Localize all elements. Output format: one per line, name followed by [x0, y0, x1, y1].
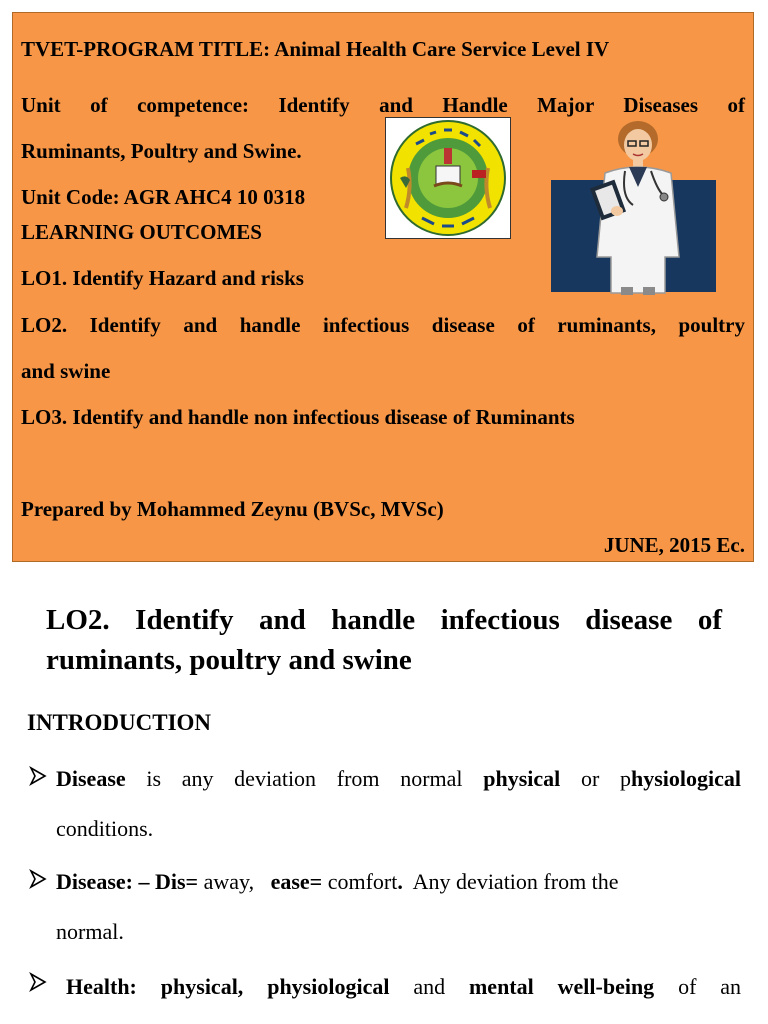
section-heading-line2: ruminants, poultry and swine: [46, 644, 412, 676]
doctor-clipart-icon: [573, 117, 703, 295]
section-heading: [46, 600, 722, 680]
arrow-bullet-icon: [28, 766, 48, 786]
arrow-bullet-icon: [28, 869, 48, 889]
bullet-1-line1: Disease is any deviation from normal physical or physiological: [56, 766, 742, 791]
lo3-text: LO3. Identify and handle non infectious disease of Ruminants: [21, 405, 575, 429]
bullet-3-line1: Health: physical, physiological and mental well-being of an: [66, 974, 742, 999]
unit-code: Unit Code: AGR AHC4 10 0318: [21, 185, 306, 209]
unit-of-competence: Unit of competence: Identify and Handle Major Diseases of: [21, 93, 745, 117]
cover-slide: [12, 12, 754, 562]
program-title: TVET-PROGRAM TITLE: Animal Health Care Service Level IV: [21, 37, 610, 61]
date-text: JUNE, 2015 Ec.: [603, 533, 745, 557]
bullet-2-line1: Disease: – Dis= away, ease= comfort. Any deviation from the: [56, 869, 619, 894]
prepared-by: Prepared by Mohammed Zeynu (BVSc, MVSc): [21, 497, 444, 521]
arrow-bullet-icon: [28, 972, 48, 992]
unit-of-competence-cont: Ruminants, Poultry and Swine.: [21, 139, 302, 163]
bullet-1-line2: conditions.: [56, 816, 154, 841]
bullet-2-line2: normal.: [56, 919, 124, 944]
lo1-text: LO1. Identify Hazard and risks: [21, 266, 304, 290]
learning-outcomes-heading: LEARNING OUTCOMES: [21, 220, 262, 244]
college-logo-icon: [385, 117, 511, 239]
introduction-heading: INTRODUCTION: [27, 710, 212, 735]
lo2-text: LO2. Identify and handle infectious disease of ruminants, poultry: [21, 313, 745, 337]
section-heading-line1: LO2. Identify and handle infectious disease of: [46, 604, 722, 636]
lo2-text-cont: and swine: [21, 359, 111, 383]
